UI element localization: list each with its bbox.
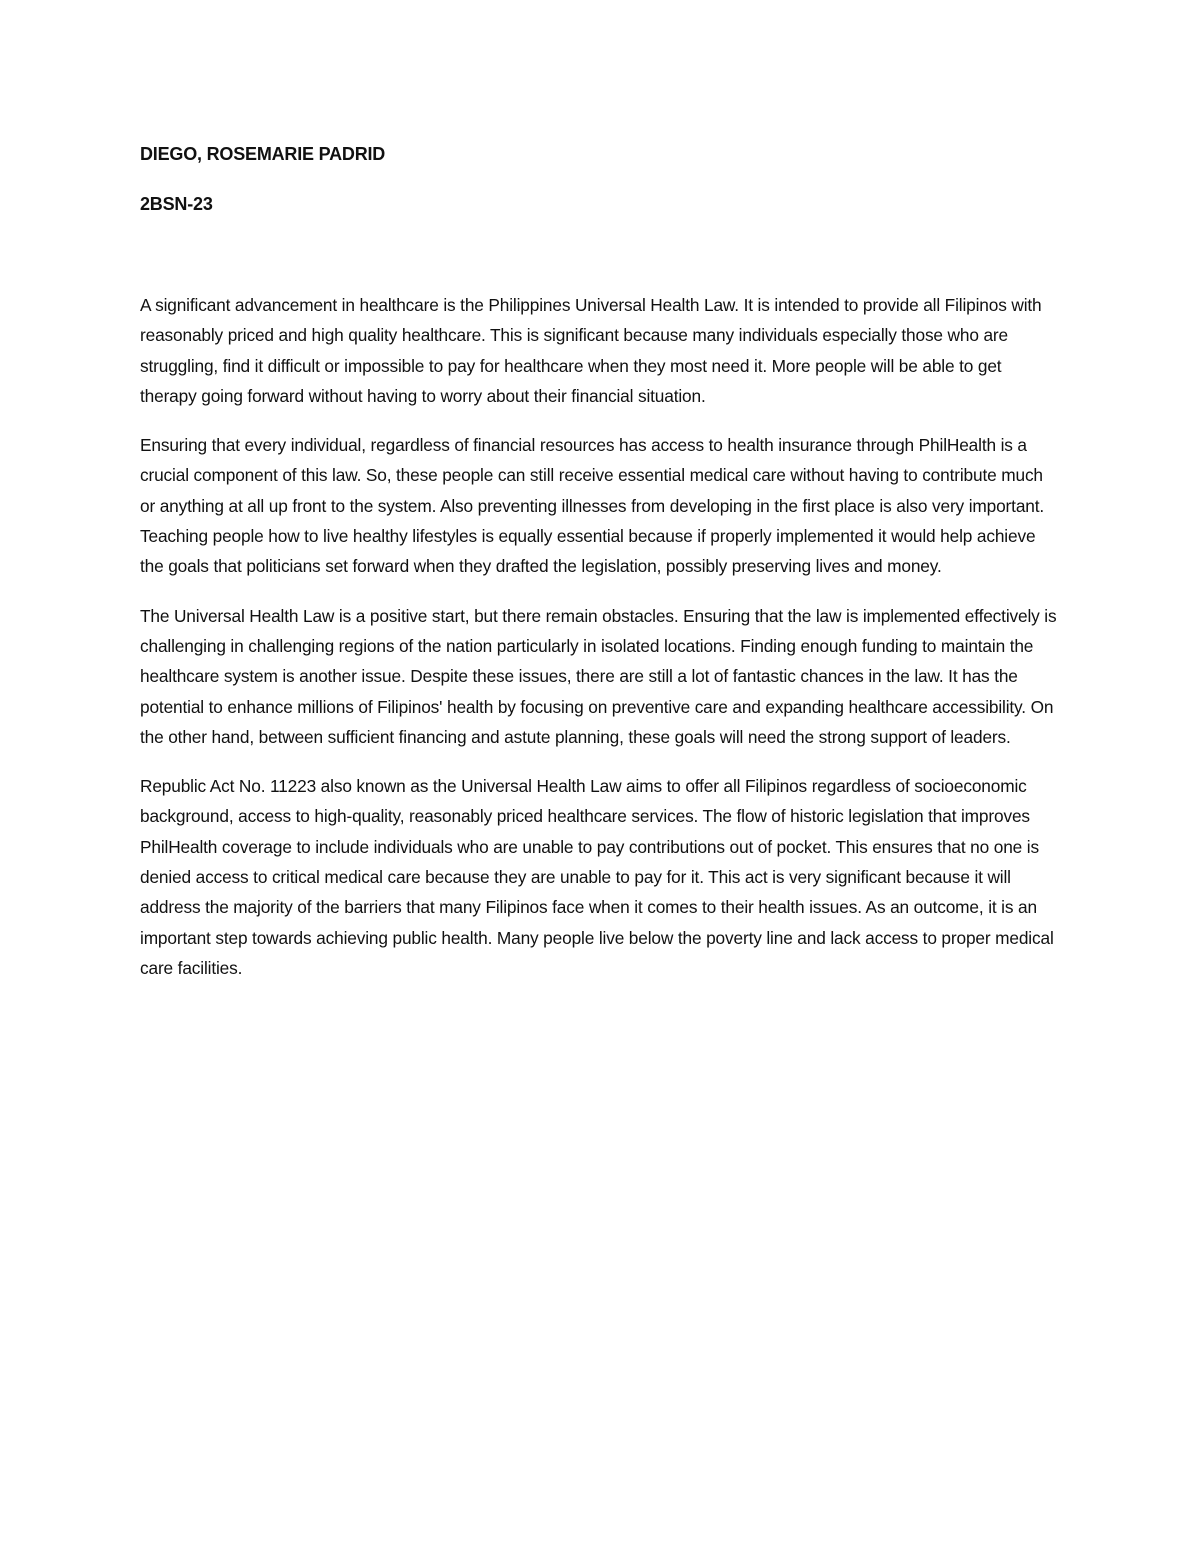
paragraph-4: Republic Act No. 11223 also known as the Universal Health Law aims to offer all Filipinos regardless of socioeconomic background, access to high-quality, reasonably priced healthcare services. The flow of historic legislation that improves PhilHealth coverage to include individuals who are unable to pay contributions out of pocket. This ensures that no one is denied access to critical medical care because they are unable to pay for it. This act is very significant because it will address the majority of the barriers that many Filipinos face when it comes to their health issues. As an outcome, it is an important step towards achieving public health. Many people live below the poverty line and lack access to proper medical care facilities. xyxy=(140,776,1054,978)
paragraph-3: The Universal Health Law is a positive start, but there remain obstacles. Ensuring that the law is implemented effectively is challenging in challenging regions of the nation particularly in isolated locations. Finding enough funding to maintain the healthcare system is another issue. Despite these issues, there are still a lot of fantastic chances in the law. It has the potential to enhance millions of Filipinos' health by focusing on preventive care and expanding healthcare accessibility. On the other hand, between sufficient financing and astute planning, these goals will need the strong support of leaders. xyxy=(140,605,1057,747)
class-section: 2BSN-23 xyxy=(140,194,213,214)
paragraph-2: Ensuring that every individual, regardless of financial resources has access to health insurance through PhilHealth is a crucial component of this law. So, these people can still receive essential medical care without having to contribute much or anything at all up front to the system. Also preventing illnesses from developing in the first place is also very important. Teaching people how to live healthy lifestyles is equally essential because if properly implemented it would help achieve the goals that politicians set forward when they drafted the legislation, possibly preserving lives and money. xyxy=(140,435,1045,577)
document-body xyxy=(140,140,1060,1002)
author-name: DIEGO, ROSEMARIE PADRID xyxy=(140,144,386,164)
paragraph-1: A significant advancement in healthcare is the Philippines Universal Health Law. It is intended to provide all Filipinos with reasonably priced and high quality healthcare. This is significant because many individuals especially those who are struggling, find it difficult or impossible to pay for healthcare when they most need it. More people will be able to get therapy going forward without having to worry about their financial situation. xyxy=(140,295,1042,406)
